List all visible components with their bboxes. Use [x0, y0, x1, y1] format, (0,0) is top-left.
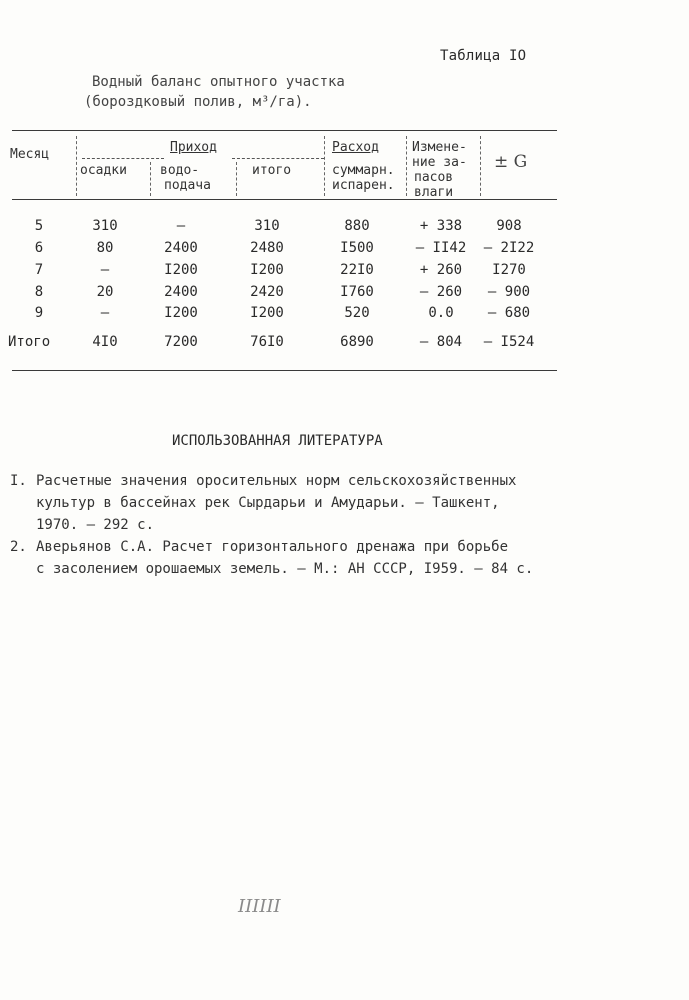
- lit-item-1-num: I.: [10, 473, 27, 489]
- cell-total: I200: [250, 262, 284, 278]
- cell-g: 908: [496, 218, 522, 234]
- cell-change: 0.0: [428, 305, 454, 321]
- cell-precip: 20: [96, 284, 114, 300]
- cell-totals-label: Итого: [8, 334, 51, 350]
- cell-precip: 4I0: [92, 334, 118, 350]
- header-pm-g: ± G: [494, 152, 528, 172]
- cell-precip: –: [100, 305, 110, 321]
- header-dash-left: [82, 158, 164, 159]
- header-change-1: Измене-: [412, 140, 467, 155]
- header-divider: [480, 136, 481, 196]
- cell-expense: 520: [344, 305, 370, 321]
- lit-item-2-num: 2.: [10, 539, 27, 555]
- header-divider: [324, 136, 325, 196]
- cell-expense: 880: [344, 218, 370, 234]
- cell-change: + 338: [419, 218, 463, 234]
- cell-g: – 680: [487, 305, 531, 321]
- cell-total: I200: [250, 305, 284, 321]
- lit-item-1-line1: Расчетные значения оросительных норм сельскохозяйственных: [36, 473, 517, 489]
- cell-total: 310: [254, 218, 280, 234]
- header-income: Приход: [170, 140, 217, 155]
- cell-supply: I200: [164, 305, 198, 321]
- lit-item-2-line1: Аверьянов С.А. Расчет горизонтального дренажа при борьбе: [36, 539, 509, 555]
- header-supply-2: подача: [164, 178, 211, 193]
- header-dash-right: [232, 158, 324, 159]
- cell-g: I270: [492, 262, 526, 278]
- cell-expense: I500: [340, 240, 374, 256]
- table-title-line1: Водный баланс опытного участка: [92, 74, 345, 90]
- cell-change: + 260: [419, 262, 463, 278]
- cell-g: – 2I22: [483, 240, 535, 256]
- cell-expense: I760: [340, 284, 374, 300]
- cell-supply: –: [176, 218, 186, 234]
- cell-expense: 22I0: [340, 262, 374, 278]
- cell-precip: 310: [92, 218, 118, 234]
- cell-total: 2480: [250, 240, 284, 256]
- header-expense-1: суммарн.: [332, 163, 395, 178]
- cell-supply: I200: [164, 262, 198, 278]
- lit-item-1-line2: культур в бассейнах рек Сырдарьи и Амударьи. – Ташкент,: [36, 495, 500, 511]
- header-divider: [406, 136, 407, 196]
- cell-month: 5: [34, 218, 44, 234]
- cell-total: 2420: [250, 284, 284, 300]
- cell-precip: –: [100, 262, 110, 278]
- header-change-4: влаги: [414, 185, 454, 200]
- lit-item-2-line2: с засолением орошаемых земель. – М.: АН СССР, I959. – 84 с.: [36, 561, 534, 577]
- header-divider: [236, 162, 237, 196]
- header-supply-1: водо-: [160, 163, 200, 178]
- cell-change: – 804: [419, 334, 463, 350]
- cell-total: 76I0: [250, 334, 284, 350]
- table-title-line2: (бороздковый полив, м³/га).: [84, 94, 312, 110]
- cell-month: 9: [34, 305, 44, 321]
- literature-heading: ИСПОЛЬЗОВАННАЯ ЛИТЕРАТУРА: [172, 433, 383, 449]
- cell-month: 6: [34, 240, 44, 256]
- cell-precip: 80: [96, 240, 114, 256]
- page-number: IIIIII: [238, 896, 281, 917]
- table-label: Таблица IO: [440, 48, 527, 64]
- cell-month: 8: [34, 284, 44, 300]
- cell-g: – 900: [487, 284, 531, 300]
- header-expense: Расход: [332, 140, 379, 155]
- cell-supply: 2400: [164, 240, 198, 256]
- header-divider: [76, 136, 77, 196]
- header-divider: [150, 162, 151, 196]
- cell-month: 7: [34, 262, 44, 278]
- table-header-rule: [12, 199, 557, 200]
- header-income-total: итого: [252, 163, 292, 178]
- cell-supply: 7200: [164, 334, 198, 350]
- header-month: Месяц: [10, 147, 50, 162]
- table-top-rule: [12, 130, 557, 131]
- table-bottom-rule: [12, 370, 557, 371]
- cell-supply: 2400: [164, 284, 198, 300]
- cell-expense: 6890: [340, 334, 374, 350]
- header-change-3: пасов: [414, 170, 454, 185]
- header-precip: осадки: [80, 163, 127, 178]
- cell-change: – II42: [415, 240, 467, 256]
- lit-item-1-line3: 1970. – 292 с.: [36, 517, 155, 533]
- cell-change: – 260: [419, 284, 463, 300]
- header-expense-2: испарен.: [332, 178, 395, 193]
- header-change-2: ние за-: [412, 155, 467, 170]
- cell-g: – I524: [483, 334, 535, 350]
